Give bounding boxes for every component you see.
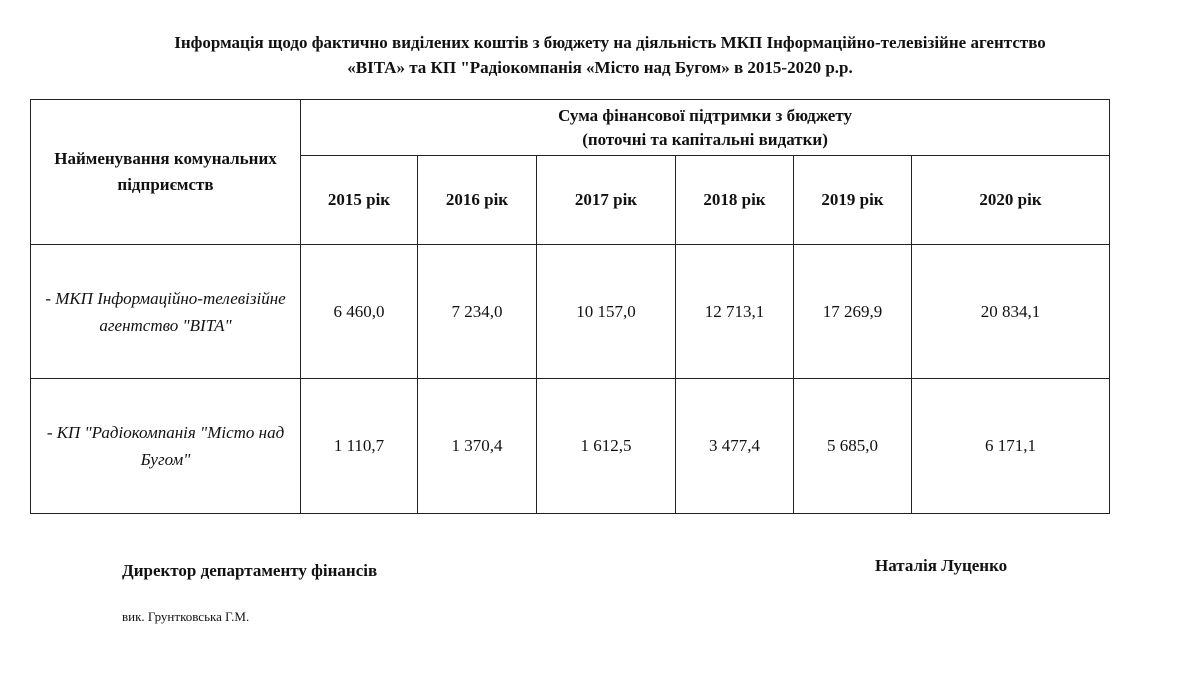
- funding-table: [30, 99, 1110, 514]
- executor-note: вик. Грунтковська Г.М.: [122, 609, 250, 624]
- year-header: 2019 рік: [794, 156, 912, 245]
- sum-header-line-1: Сума фінансової підтримки з бюджету: [558, 105, 852, 125]
- signer-name: Наталія Луценко: [875, 556, 1008, 575]
- year-header: 2020 рік: [912, 156, 1110, 245]
- enterprise-name: - КП "Радіокомпанія "Місто над Бугом": [31, 379, 301, 514]
- table-row: [31, 379, 1110, 514]
- value-cell: 10 157,0: [537, 245, 676, 379]
- sum-header-line-2: (поточні та капітальні видатки): [582, 129, 828, 149]
- value-cell: 20 834,1: [912, 245, 1110, 379]
- year-header: 2018 рік: [676, 156, 794, 245]
- year-header: 2017 рік: [537, 156, 676, 245]
- title-line-1: Інформація щодо фактично виділених коштів з бюджету на діяльність МКП Інформаційно-телевізійне агентство: [174, 33, 1046, 52]
- value-cell: 6 460,0: [301, 245, 418, 379]
- value-cell: 1 110,7: [301, 379, 418, 514]
- table-row: [31, 245, 1110, 379]
- value-cell: 1 370,4: [418, 379, 537, 514]
- header-row-top: [31, 100, 1110, 156]
- document-title: [0, 30, 1200, 80]
- signer-title: Директор департаменту фінансів: [122, 561, 378, 580]
- value-cell: 17 269,9: [794, 245, 912, 379]
- enterprise-name-header: Найменування комунальних підприємств: [31, 100, 301, 245]
- value-cell: 1 612,5: [537, 379, 676, 514]
- value-cell: 3 477,4: [676, 379, 794, 514]
- value-cell: 5 685,0: [794, 379, 912, 514]
- value-cell: 7 234,0: [418, 245, 537, 379]
- enterprise-name: - МКП Інформаційно-телевізійне агентство "ВІТА": [31, 245, 301, 379]
- year-header: 2015 рік: [301, 156, 418, 245]
- title-line-2: «ВІТА» та КП "Радіокомпанія «Місто над Бугом» в 2015-2020 р.р.: [347, 58, 853, 77]
- value-cell: 6 171,1: [912, 379, 1110, 514]
- sum-header: [301, 100, 1110, 156]
- value-cell: 12 713,1: [676, 245, 794, 379]
- year-header: 2016 рік: [418, 156, 537, 245]
